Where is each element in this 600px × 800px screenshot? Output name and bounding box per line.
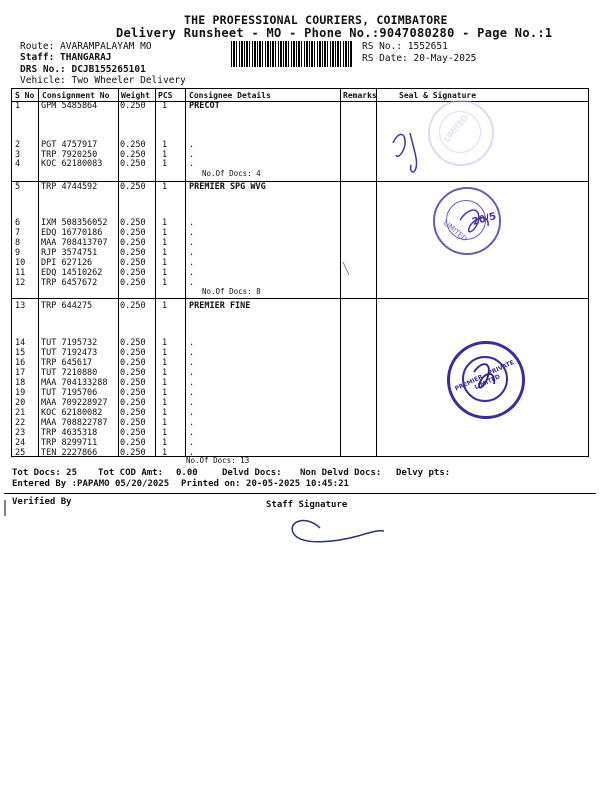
- row-3-details: .: [189, 150, 195, 160]
- row-10-weight: 0.250: [120, 258, 146, 268]
- row-6-cons: IXM 508356052: [41, 218, 108, 228]
- row-8-sno: 8: [15, 238, 21, 248]
- row-20-weight: 0.250: [120, 398, 146, 408]
- row-24-sno: 24: [15, 438, 26, 448]
- row-12-weight: 0.250: [120, 278, 146, 288]
- tot-docs: Tot Docs: 25: [12, 468, 78, 478]
- row-1-sno: 1: [15, 101, 21, 111]
- printed-on: Printed on: 20-05-2025 10:45:21: [181, 479, 349, 489]
- row-14-cons: TUT 7195732: [41, 338, 98, 348]
- vehicle: Vehicle: Two Wheeler Delivery: [20, 75, 186, 86]
- row-3-cons: TRP 7920250: [41, 150, 98, 160]
- row-23-details: .: [189, 428, 195, 438]
- row-20-cons: MAA 709228927: [41, 398, 108, 408]
- row-8-weight: 0.250: [120, 238, 146, 248]
- row-24-cons: TRP 8299711: [41, 438, 98, 448]
- row-11-sno: 11: [15, 268, 26, 278]
- row-13-pcs: 1: [162, 301, 168, 311]
- row-9-details: .: [189, 248, 195, 258]
- row-15-sno: 15: [15, 348, 26, 358]
- row-22-sno: 22: [15, 418, 26, 428]
- footer-divider: [4, 493, 596, 494]
- row-17-pcs: 1: [162, 368, 168, 378]
- row-2-cons: PGT 4757917: [41, 140, 98, 150]
- row-25-weight: 0.250: [120, 448, 146, 458]
- row-18-details: .: [189, 378, 195, 388]
- col-pcs: PCS: [158, 91, 173, 100]
- row-16-weight: 0.250: [120, 358, 146, 368]
- row-4-weight: 0.250: [120, 159, 146, 169]
- row-21-details: .: [189, 408, 195, 418]
- row-19-pcs: 1: [162, 388, 168, 398]
- row-18-cons: MAA 704133288: [41, 378, 108, 388]
- signature-row5: [460, 210, 488, 232]
- verified-by: Verified By: [12, 497, 72, 507]
- row-23-weight: 0.250: [120, 428, 146, 438]
- row-21-cons: KOC 62180082: [41, 408, 103, 418]
- row-7-pcs: 1: [162, 228, 168, 238]
- delvd-docs: Delvd Docs:: [222, 468, 282, 478]
- row-11-cons: EDQ 14510262: [41, 268, 103, 278]
- row-16-sno: 16: [15, 358, 26, 368]
- stamp-date: 20/5: [470, 211, 498, 228]
- row-4-details: .: [189, 159, 195, 169]
- row-6-details: .: [189, 218, 195, 228]
- row-14-sno: 14: [15, 338, 26, 348]
- company-name: THE PROFESSIONAL COURIERS, COIMBATORE: [184, 13, 448, 27]
- row-20-pcs: 1: [162, 398, 168, 408]
- row-5-pcs: 1: [162, 182, 168, 192]
- row-5-sno: 5: [15, 182, 21, 192]
- row-19-details: .: [189, 388, 195, 398]
- row-7-details: .: [189, 228, 195, 238]
- row-1-details: PRECOT: [189, 101, 220, 111]
- row-16-details: .: [189, 358, 195, 368]
- row-4-cons: KOC 62180083: [41, 159, 103, 169]
- row-9-pcs: 1: [162, 248, 168, 258]
- staff: Staff: THANGARAJ: [20, 52, 112, 63]
- row-4-sno: 4: [15, 159, 21, 169]
- row-12-cons: TRP 6457672: [41, 278, 98, 288]
- row-16-cons: TRP 645617: [41, 358, 93, 368]
- drs-no: DRS No.: DCJB155265101: [20, 64, 146, 75]
- row-25-details: .: [189, 448, 195, 458]
- row-11-weight: 0.250: [120, 268, 146, 278]
- row-1-pcs: 1: [162, 101, 168, 111]
- row-13-details: PREMIER FINE: [189, 301, 251, 311]
- row-10-details: .: [189, 258, 195, 268]
- row-8-details: .: [189, 238, 195, 248]
- row-24-pcs: 1: [162, 438, 168, 448]
- row-23-cons: TRP 4635318: [41, 428, 98, 438]
- staff-signature-label: Staff Signature: [266, 500, 348, 510]
- col-remarks: Remarks: [343, 91, 377, 100]
- company-stamp-premier-spg: LIMITED: [433, 187, 501, 255]
- row-5-cons: TRP 4744592: [41, 182, 98, 192]
- col-consignee: Consignee Details: [189, 91, 271, 100]
- col-consignment: Consignment No: [42, 91, 110, 100]
- row-22-weight: 0.250: [120, 418, 146, 428]
- row-12-details: .: [189, 278, 195, 288]
- row-6-sno: 6: [15, 218, 21, 228]
- row-3-sno: 3: [15, 150, 21, 160]
- group-docs-2: No.Of Docs: 8: [202, 287, 261, 296]
- col-seal: Seal & Signature: [399, 91, 477, 100]
- row-17-details: .: [189, 368, 195, 378]
- row-4-pcs: 1: [162, 159, 168, 169]
- row-2-weight: 0.250: [120, 140, 146, 150]
- row-21-pcs: 1: [162, 408, 168, 418]
- row-19-cons: TUT 7195706: [41, 388, 98, 398]
- row-3-pcs: 1: [162, 150, 168, 160]
- tot-cod: Tot COD Amt:: [98, 468, 164, 478]
- row-18-weight: 0.250: [120, 378, 146, 388]
- route: Route: AVARAMPALAYAM MO: [20, 41, 152, 52]
- row-6-weight: 0.250: [120, 218, 146, 228]
- row-22-pcs: 1: [162, 418, 168, 428]
- row-19-sno: 19: [15, 388, 26, 398]
- row-10-pcs: 1: [162, 258, 168, 268]
- company-stamp-faint: LIMITED: [428, 100, 494, 166]
- row-8-pcs: 1: [162, 238, 168, 248]
- signature-row1: [393, 133, 417, 172]
- cod-value: 0.00: [176, 468, 198, 478]
- row-13-weight: 0.250: [120, 301, 146, 311]
- row-17-weight: 0.250: [120, 368, 146, 378]
- row-1-cons: GPM 5485864: [41, 101, 98, 111]
- row-25-sno: 25: [15, 448, 26, 458]
- runsheet-title: Delivery Runsheet - MO - Phone No.:9047080280 - Page No.:1: [116, 26, 553, 40]
- row-23-pcs: 1: [162, 428, 168, 438]
- row-15-details: .: [189, 348, 195, 358]
- entered-by: Entered By :PAPAMO 05/20/2025: [12, 479, 170, 489]
- row-22-details: .: [189, 418, 195, 428]
- row-14-pcs: 1: [162, 338, 168, 348]
- rs-date: RS Date: 20-May-2025: [362, 53, 477, 64]
- signature-row13: [474, 364, 494, 388]
- row-12-sno: 12: [15, 278, 26, 288]
- row-14-details: .: [189, 338, 195, 348]
- row-15-pcs: 1: [162, 348, 168, 358]
- row-16-pcs: 1: [162, 358, 168, 368]
- row-3-weight: 0.250: [120, 150, 146, 160]
- row-11-details: .: [189, 268, 195, 278]
- row-21-weight: 0.250: [120, 408, 146, 418]
- row-10-sno: 10: [15, 258, 26, 268]
- non-delvd-docs: Non Delvd Docs:: [300, 468, 382, 478]
- row-7-sno: 7: [15, 228, 21, 238]
- col-sno: S No: [15, 91, 35, 100]
- row-15-cons: TUT 7192473: [41, 348, 98, 358]
- group-docs-3: No.Of Docs: 13: [186, 456, 250, 465]
- row-9-cons: RJP 3574751: [41, 248, 98, 258]
- row-7-cons: EDQ 16770186: [41, 228, 103, 238]
- row-21-sno: 21: [15, 408, 26, 418]
- row-2-details: .: [189, 140, 195, 150]
- row-2-sno: 2: [15, 140, 21, 150]
- row-9-weight: 0.250: [120, 248, 146, 258]
- row-18-sno: 18: [15, 378, 26, 388]
- row-20-sno: 20: [15, 398, 26, 408]
- row-9-sno: 9: [15, 248, 21, 258]
- row-2-pcs: 1: [162, 140, 168, 150]
- row-25-cons: TEN 2227866: [41, 448, 98, 458]
- row-12-pcs: 1: [162, 278, 168, 288]
- row-25-pcs: 1: [162, 448, 168, 458]
- row-18-pcs: 1: [162, 378, 168, 388]
- group-docs-1: No.Of Docs: 4: [202, 169, 261, 178]
- rs-no: RS No.: 1552651: [362, 41, 448, 52]
- row-17-cons: TUT 7210880: [41, 368, 98, 378]
- staff-signature-scrawl: [292, 521, 384, 542]
- row-23-sno: 23: [15, 428, 26, 438]
- row-1-weight: 0.250: [120, 101, 146, 111]
- row-17-sno: 17: [15, 368, 26, 378]
- row-13-cons: TRP 644275: [41, 301, 93, 311]
- row-14-weight: 0.250: [120, 338, 146, 348]
- col-weight: Weight: [121, 91, 150, 100]
- row-13-sno: 13: [15, 301, 26, 311]
- row-22-cons: MAA 708822787: [41, 418, 108, 428]
- stray-mark: [343, 262, 349, 275]
- row-7-weight: 0.250: [120, 228, 146, 238]
- row-11-pcs: 1: [162, 268, 168, 278]
- delvy-pts: Delvy pts:: [396, 468, 451, 478]
- row-19-weight: 0.250: [120, 388, 146, 398]
- row-10-cons: DPI 627126: [41, 258, 93, 268]
- row-15-weight: 0.250: [120, 348, 146, 358]
- row-5-weight: 0.250: [120, 182, 146, 192]
- row-20-details: .: [189, 398, 195, 408]
- row-24-weight: 0.250: [120, 438, 146, 448]
- company-stamp-premier-fine: PREMIER · PRIVATE LIMITED: [447, 341, 525, 419]
- row-6-pcs: 1: [162, 218, 168, 228]
- row-24-details: .: [189, 438, 195, 448]
- row-5-details: PREMIER SPG WVG: [189, 182, 266, 192]
- row-8-cons: MAA 708413707: [41, 238, 108, 248]
